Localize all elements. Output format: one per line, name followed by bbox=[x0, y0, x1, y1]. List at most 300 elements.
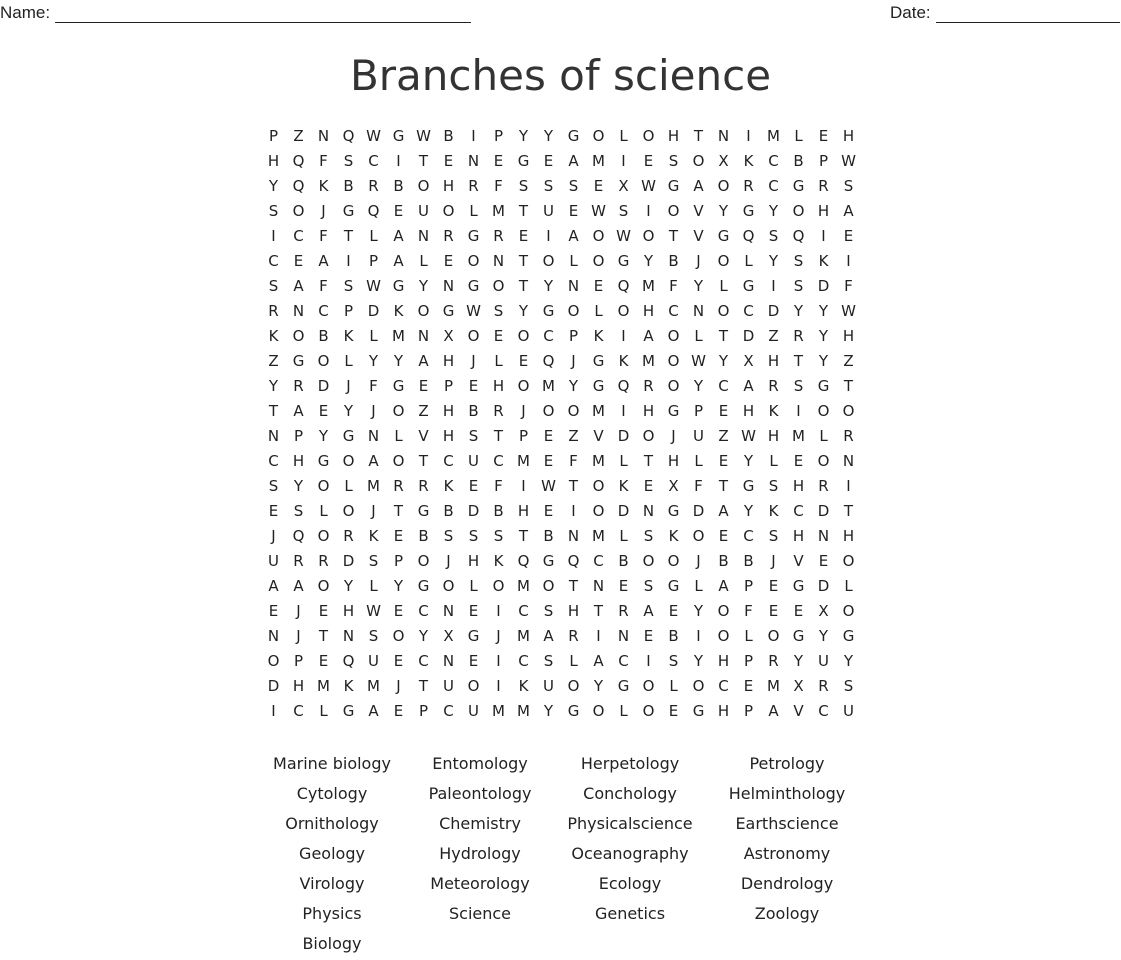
grid-cell[interactable]: Q bbox=[292, 527, 305, 545]
grid-cell[interactable]: A bbox=[568, 227, 579, 245]
grid-cell[interactable]: A bbox=[643, 602, 654, 620]
grid-cell[interactable]: K bbox=[593, 327, 604, 345]
grid-cell[interactable]: X bbox=[818, 602, 829, 620]
grid-cell[interactable]: G bbox=[342, 702, 355, 720]
grid-cell[interactable]: H bbox=[767, 427, 780, 445]
grid-cell[interactable]: R bbox=[793, 327, 804, 345]
grid-cell[interactable]: A bbox=[268, 577, 279, 595]
grid-cell[interactable]: Y bbox=[343, 402, 354, 420]
grid-cell[interactable]: G bbox=[617, 677, 630, 695]
grid-cell[interactable]: P bbox=[293, 652, 304, 670]
grid-cell[interactable]: H bbox=[442, 352, 455, 370]
grid-cell[interactable]: A bbox=[318, 252, 329, 270]
grid-cell[interactable]: L bbox=[369, 327, 378, 345]
grid-cell[interactable]: K bbox=[268, 327, 279, 345]
grid-cell[interactable]: I bbox=[646, 202, 651, 220]
grid-cell[interactable]: A bbox=[293, 577, 304, 595]
grid-cell[interactable]: H bbox=[792, 527, 805, 545]
grid-cell[interactable]: K bbox=[443, 477, 454, 495]
grid-cell[interactable]: R bbox=[368, 177, 379, 195]
grid-cell[interactable]: S bbox=[543, 652, 554, 670]
grid-cell[interactable]: A bbox=[568, 152, 579, 170]
grid-cell[interactable]: H bbox=[842, 527, 855, 545]
grid-cell[interactable]: O bbox=[642, 677, 655, 695]
grid-cell[interactable]: Y bbox=[768, 202, 779, 220]
grid-cell[interactable]: N bbox=[842, 452, 855, 470]
grid-cell[interactable]: O bbox=[342, 502, 355, 520]
grid-cell[interactable]: Y bbox=[568, 377, 579, 395]
grid-cell[interactable]: C bbox=[268, 252, 279, 270]
grid-cell[interactable]: O bbox=[567, 302, 580, 320]
grid-cell[interactable]: G bbox=[842, 627, 855, 645]
grid-cell[interactable]: E bbox=[268, 502, 279, 520]
grid-cell[interactable]: M bbox=[517, 702, 530, 720]
grid-cell[interactable]: E bbox=[418, 377, 429, 395]
grid-cell[interactable]: T bbox=[518, 202, 529, 220]
grid-cell[interactable]: S bbox=[468, 527, 479, 545]
grid-cell[interactable]: C bbox=[743, 302, 754, 320]
grid-cell[interactable]: O bbox=[617, 302, 630, 320]
grid-cell[interactable]: S bbox=[443, 527, 454, 545]
grid-cell[interactable]: N bbox=[342, 627, 355, 645]
grid-cell[interactable]: E bbox=[593, 177, 604, 195]
grid-cell[interactable]: N bbox=[292, 302, 305, 320]
grid-cell[interactable]: Q bbox=[517, 552, 530, 570]
grid-cell[interactable]: J bbox=[371, 402, 376, 420]
grid-cell[interactable]: N bbox=[817, 527, 830, 545]
grid-cell[interactable]: O bbox=[392, 402, 405, 420]
grid-cell[interactable]: U bbox=[543, 202, 554, 220]
grid-cell[interactable]: O bbox=[442, 577, 455, 595]
grid-cell[interactable]: R bbox=[268, 302, 279, 320]
grid-cell[interactable]: C bbox=[818, 702, 829, 720]
grid-cell[interactable]: Y bbox=[818, 352, 829, 370]
grid-cell[interactable]: L bbox=[344, 352, 353, 370]
grid-cell[interactable]: V bbox=[793, 702, 804, 720]
grid-cell[interactable]: C bbox=[618, 652, 629, 670]
grid-cell[interactable]: U bbox=[693, 427, 704, 445]
grid-cell[interactable]: E bbox=[468, 652, 479, 670]
grid-cell[interactable]: O bbox=[667, 352, 680, 370]
grid-cell[interactable]: K bbox=[318, 177, 329, 195]
grid-cell[interactable]: B bbox=[418, 527, 429, 545]
grid-cell[interactable]: S bbox=[843, 677, 854, 695]
grid-cell[interactable]: Q bbox=[567, 552, 580, 570]
grid-cell[interactable]: G bbox=[467, 227, 480, 245]
grid-cell[interactable]: S bbox=[268, 277, 279, 295]
grid-cell[interactable]: C bbox=[443, 452, 454, 470]
grid-cell[interactable]: J bbox=[396, 677, 401, 695]
grid-cell[interactable]: F bbox=[369, 377, 378, 395]
grid-cell[interactable]: O bbox=[317, 352, 330, 370]
grid-cell[interactable]: E bbox=[793, 602, 804, 620]
grid-cell[interactable]: Q bbox=[792, 227, 805, 245]
grid-cell[interactable]: E bbox=[568, 202, 579, 220]
grid-cell[interactable]: S bbox=[643, 577, 654, 595]
grid-cell[interactable]: G bbox=[717, 227, 730, 245]
grid-cell[interactable]: Y bbox=[518, 302, 529, 320]
grid-cell[interactable]: A bbox=[843, 202, 854, 220]
grid-cell[interactable]: G bbox=[417, 577, 430, 595]
grid-cell[interactable]: R bbox=[818, 677, 829, 695]
grid-cell[interactable]: A bbox=[743, 377, 754, 395]
grid-cell[interactable]: L bbox=[844, 577, 853, 595]
grid-cell[interactable]: S bbox=[793, 252, 804, 270]
grid-cell[interactable]: E bbox=[468, 477, 479, 495]
grid-cell[interactable]: H bbox=[667, 452, 680, 470]
grid-cell[interactable]: G bbox=[792, 627, 805, 645]
grid-cell[interactable]: U bbox=[468, 702, 479, 720]
grid-cell[interactable]: O bbox=[417, 552, 430, 570]
grid-cell[interactable]: F bbox=[744, 602, 753, 620]
grid-cell[interactable]: H bbox=[642, 302, 655, 320]
grid-cell[interactable]: Y bbox=[268, 177, 279, 195]
grid-cell[interactable]: R bbox=[643, 377, 654, 395]
grid-cell[interactable]: Z bbox=[718, 427, 729, 445]
grid-cell[interactable]: N bbox=[442, 277, 455, 295]
grid-cell[interactable]: R bbox=[843, 427, 854, 445]
grid-cell[interactable]: W bbox=[541, 477, 556, 495]
grid-cell[interactable]: L bbox=[594, 302, 603, 320]
grid-cell[interactable]: R bbox=[443, 227, 454, 245]
grid-cell[interactable]: E bbox=[668, 602, 679, 620]
grid-cell[interactable]: O bbox=[392, 452, 405, 470]
grid-cell[interactable]: L bbox=[744, 252, 753, 270]
grid-cell[interactable]: G bbox=[342, 202, 355, 220]
grid-cell[interactable]: N bbox=[417, 327, 430, 345]
grid-cell[interactable]: N bbox=[692, 302, 705, 320]
grid-cell[interactable]: Y bbox=[593, 677, 604, 695]
grid-cell[interactable]: S bbox=[268, 477, 279, 495]
grid-cell[interactable]: O bbox=[792, 202, 805, 220]
grid-cell[interactable]: O bbox=[717, 177, 730, 195]
grid-cell[interactable]: S bbox=[368, 627, 379, 645]
grid-cell[interactable]: Y bbox=[718, 352, 729, 370]
grid-cell[interactable]: T bbox=[718, 477, 729, 495]
grid-cell[interactable]: U bbox=[368, 652, 379, 670]
grid-cell[interactable]: W bbox=[691, 352, 706, 370]
grid-cell[interactable]: Y bbox=[293, 477, 304, 495]
grid-cell[interactable]: M bbox=[792, 427, 805, 445]
grid-cell[interactable]: L bbox=[669, 677, 678, 695]
grid-cell[interactable]: E bbox=[743, 677, 754, 695]
grid-cell[interactable]: G bbox=[317, 452, 330, 470]
grid-cell[interactable]: C bbox=[793, 502, 804, 520]
grid-cell[interactable]: W bbox=[366, 602, 381, 620]
grid-cell[interactable]: E bbox=[468, 377, 479, 395]
grid-cell[interactable]: T bbox=[793, 352, 804, 370]
grid-cell[interactable]: L bbox=[694, 327, 703, 345]
grid-cell[interactable]: W bbox=[641, 177, 656, 195]
grid-cell[interactable]: A bbox=[368, 702, 379, 720]
grid-cell[interactable]: S bbox=[468, 427, 479, 445]
grid-cell[interactable]: H bbox=[742, 402, 755, 420]
grid-cell[interactable]: O bbox=[592, 127, 605, 145]
grid-cell[interactable]: J bbox=[271, 527, 276, 545]
grid-cell[interactable]: O bbox=[317, 477, 330, 495]
grid-cell[interactable]: Z bbox=[768, 327, 779, 345]
grid-cell[interactable]: F bbox=[319, 227, 328, 245]
grid-cell[interactable]: E bbox=[843, 227, 854, 245]
grid-cell[interactable]: N bbox=[417, 227, 430, 245]
grid-cell[interactable]: K bbox=[768, 402, 779, 420]
grid-cell[interactable]: M bbox=[492, 702, 505, 720]
grid-cell[interactable]: U bbox=[468, 452, 479, 470]
grid-cell[interactable]: O bbox=[817, 402, 830, 420]
grid-cell[interactable]: S bbox=[793, 377, 804, 395]
grid-cell[interactable]: T bbox=[518, 252, 529, 270]
grid-cell[interactable]: L bbox=[419, 252, 428, 270]
grid-cell[interactable]: T bbox=[593, 602, 604, 620]
grid-cell[interactable]: R bbox=[568, 627, 579, 645]
grid-cell[interactable]: M bbox=[592, 452, 605, 470]
grid-cell[interactable]: S bbox=[618, 202, 629, 220]
grid-cell[interactable]: V bbox=[418, 427, 429, 445]
grid-cell[interactable]: O bbox=[492, 277, 505, 295]
grid-cell[interactable]: L bbox=[369, 577, 378, 595]
grid-cell[interactable]: F bbox=[494, 177, 503, 195]
grid-cell[interactable]: G bbox=[542, 302, 555, 320]
grid-cell[interactable]: Q bbox=[542, 352, 555, 370]
grid-cell[interactable]: M bbox=[592, 402, 605, 420]
grid-cell[interactable]: T bbox=[643, 452, 654, 470]
grid-cell[interactable]: O bbox=[817, 452, 830, 470]
grid-cell[interactable]: V bbox=[593, 427, 604, 445]
grid-cell[interactable]: D bbox=[467, 502, 480, 520]
grid-cell[interactable]: C bbox=[493, 452, 504, 470]
grid-cell[interactable]: L bbox=[619, 127, 628, 145]
grid-cell[interactable]: Y bbox=[743, 502, 754, 520]
grid-cell[interactable]: O bbox=[542, 577, 555, 595]
grid-cell[interactable]: H bbox=[767, 352, 780, 370]
grid-cell[interactable]: L bbox=[794, 127, 803, 145]
grid-cell[interactable]: P bbox=[693, 402, 704, 420]
grid-cell[interactable]: E bbox=[493, 152, 504, 170]
grid-cell[interactable]: O bbox=[542, 252, 555, 270]
grid-cell[interactable]: B bbox=[493, 502, 504, 520]
grid-cell[interactable]: L bbox=[394, 427, 403, 445]
grid-cell[interactable]: T bbox=[393, 502, 404, 520]
grid-cell[interactable]: R bbox=[393, 477, 404, 495]
grid-cell[interactable]: M bbox=[367, 477, 380, 495]
grid-cell[interactable]: B bbox=[443, 127, 454, 145]
grid-cell[interactable]: G bbox=[742, 202, 755, 220]
grid-cell[interactable]: L bbox=[744, 627, 753, 645]
grid-cell[interactable]: L bbox=[719, 277, 728, 295]
grid-cell[interactable]: O bbox=[467, 677, 480, 695]
grid-cell[interactable]: R bbox=[818, 177, 829, 195]
grid-cell[interactable]: O bbox=[767, 627, 780, 645]
grid-cell[interactable]: M bbox=[517, 577, 530, 595]
grid-cell[interactable]: P bbox=[743, 702, 754, 720]
grid-cell[interactable]: X bbox=[443, 627, 454, 645]
grid-cell[interactable]: O bbox=[717, 627, 730, 645]
grid-cell[interactable]: O bbox=[417, 302, 430, 320]
grid-cell[interactable]: L bbox=[569, 252, 578, 270]
grid-cell[interactable]: M bbox=[517, 452, 530, 470]
grid-cell[interactable]: E bbox=[518, 352, 529, 370]
grid-cell[interactable]: B bbox=[668, 252, 679, 270]
grid-cell[interactable]: O bbox=[642, 427, 655, 445]
grid-cell[interactable]: I bbox=[346, 252, 351, 270]
grid-cell[interactable]: P bbox=[343, 302, 354, 320]
grid-cell[interactable]: N bbox=[592, 577, 605, 595]
grid-cell[interactable]: W bbox=[841, 152, 856, 170]
grid-cell[interactable]: P bbox=[818, 152, 829, 170]
grid-cell[interactable]: L bbox=[469, 577, 478, 595]
grid-cell[interactable]: F bbox=[494, 477, 503, 495]
grid-cell[interactable]: L bbox=[694, 577, 703, 595]
grid-cell[interactable]: O bbox=[842, 602, 855, 620]
grid-cell[interactable]: E bbox=[268, 602, 279, 620]
grid-cell[interactable]: Q bbox=[342, 127, 355, 145]
grid-cell[interactable]: N bbox=[642, 502, 655, 520]
grid-cell[interactable]: G bbox=[567, 127, 580, 145]
grid-cell[interactable]: W bbox=[466, 302, 481, 320]
grid-cell[interactable]: M bbox=[642, 352, 655, 370]
grid-cell[interactable]: J bbox=[296, 627, 301, 645]
grid-cell[interactable]: M bbox=[367, 677, 380, 695]
grid-cell[interactable]: T bbox=[418, 677, 429, 695]
grid-cell[interactable]: G bbox=[742, 277, 755, 295]
grid-cell[interactable]: P bbox=[268, 127, 279, 145]
grid-cell[interactable]: E bbox=[768, 577, 779, 595]
grid-cell[interactable]: B bbox=[618, 552, 629, 570]
grid-cell[interactable]: E bbox=[718, 402, 729, 420]
grid-cell[interactable]: T bbox=[718, 327, 729, 345]
grid-cell[interactable]: M bbox=[592, 527, 605, 545]
grid-cell[interactable]: O bbox=[517, 377, 530, 395]
grid-cell[interactable]: A bbox=[368, 452, 379, 470]
grid-cell[interactable]: E bbox=[518, 227, 529, 245]
grid-cell[interactable]: Z bbox=[268, 352, 279, 370]
grid-cell[interactable]: J bbox=[371, 502, 376, 520]
grid-cell[interactable]: D bbox=[367, 302, 380, 320]
grid-cell[interactable]: I bbox=[846, 252, 851, 270]
grid-cell[interactable]: V bbox=[793, 552, 804, 570]
grid-cell[interactable]: Y bbox=[418, 277, 429, 295]
grid-cell[interactable]: S bbox=[543, 177, 554, 195]
grid-cell[interactable]: I bbox=[596, 627, 601, 645]
grid-cell[interactable]: I bbox=[471, 127, 476, 145]
grid-cell[interactable]: U bbox=[543, 677, 554, 695]
grid-cell[interactable]: R bbox=[768, 377, 779, 395]
grid-cell[interactable]: O bbox=[467, 327, 480, 345]
grid-cell[interactable]: A bbox=[293, 402, 304, 420]
grid-cell[interactable]: D bbox=[767, 302, 780, 320]
grid-cell[interactable]: E bbox=[618, 577, 629, 595]
grid-cell[interactable]: G bbox=[742, 477, 755, 495]
grid-cell[interactable]: J bbox=[296, 602, 301, 620]
grid-cell[interactable]: T bbox=[418, 452, 429, 470]
grid-cell[interactable]: G bbox=[292, 352, 305, 370]
grid-cell[interactable]: O bbox=[592, 252, 605, 270]
grid-cell[interactable]: P bbox=[743, 652, 754, 670]
grid-cell[interactable]: A bbox=[418, 352, 429, 370]
grid-cell[interactable]: K bbox=[343, 677, 354, 695]
grid-cell[interactable]: O bbox=[592, 702, 605, 720]
grid-cell[interactable]: D bbox=[817, 577, 830, 595]
grid-cell[interactable]: D bbox=[317, 377, 330, 395]
grid-cell[interactable]: O bbox=[542, 402, 555, 420]
grid-cell[interactable]: T bbox=[693, 127, 704, 145]
grid-cell[interactable]: O bbox=[717, 602, 730, 620]
grid-cell[interactable]: K bbox=[393, 302, 404, 320]
grid-cell[interactable]: Q bbox=[367, 202, 380, 220]
grid-cell[interactable]: X bbox=[443, 327, 454, 345]
grid-cell[interactable]: P bbox=[418, 702, 429, 720]
grid-cell[interactable]: F bbox=[319, 277, 328, 295]
grid-cell[interactable]: R bbox=[743, 177, 754, 195]
grid-cell[interactable]: G bbox=[342, 427, 355, 445]
grid-cell[interactable]: T bbox=[843, 377, 854, 395]
grid-cell[interactable]: G bbox=[592, 352, 605, 370]
grid-cell[interactable]: N bbox=[267, 627, 280, 645]
grid-cell[interactable]: B bbox=[793, 152, 804, 170]
grid-cell[interactable]: P bbox=[293, 427, 304, 445]
grid-cell[interactable]: O bbox=[667, 327, 680, 345]
grid-cell[interactable]: N bbox=[317, 127, 330, 145]
grid-cell[interactable]: B bbox=[743, 552, 754, 570]
grid-cell[interactable]: N bbox=[567, 277, 580, 295]
grid-cell[interactable]: G bbox=[567, 702, 580, 720]
grid-cell[interactable]: D bbox=[817, 277, 830, 295]
grid-cell[interactable]: K bbox=[618, 352, 629, 370]
grid-cell[interactable]: T bbox=[493, 427, 504, 445]
grid-cell[interactable]: H bbox=[667, 127, 680, 145]
grid-cell[interactable]: N bbox=[717, 127, 730, 145]
grid-cell[interactable]: G bbox=[392, 127, 405, 145]
grid-cell[interactable]: H bbox=[342, 602, 355, 620]
grid-cell[interactable]: R bbox=[293, 377, 304, 395]
grid-cell[interactable]: G bbox=[542, 552, 555, 570]
grid-cell[interactable]: D bbox=[617, 427, 630, 445]
grid-cell[interactable]: O bbox=[692, 677, 705, 695]
grid-cell[interactable]: L bbox=[619, 452, 628, 470]
grid-cell[interactable]: O bbox=[342, 452, 355, 470]
grid-cell[interactable]: O bbox=[417, 177, 430, 195]
grid-cell[interactable]: C bbox=[318, 302, 329, 320]
grid-cell[interactable]: O bbox=[442, 202, 455, 220]
grid-cell[interactable]: S bbox=[568, 177, 579, 195]
grid-cell[interactable]: M bbox=[492, 202, 505, 220]
grid-cell[interactable]: E bbox=[793, 452, 804, 470]
grid-cell[interactable]: O bbox=[842, 552, 855, 570]
grid-cell[interactable]: H bbox=[267, 152, 280, 170]
grid-cell[interactable]: B bbox=[318, 327, 329, 345]
grid-cell[interactable]: E bbox=[318, 652, 329, 670]
grid-cell[interactable]: I bbox=[696, 627, 701, 645]
grid-cell[interactable]: Y bbox=[693, 377, 704, 395]
grid-cell[interactable]: X bbox=[668, 477, 679, 495]
grid-cell[interactable]: K bbox=[343, 327, 354, 345]
grid-cell[interactable]: J bbox=[471, 352, 476, 370]
name-line[interactable] bbox=[55, 5, 471, 23]
grid-cell[interactable]: Y bbox=[543, 127, 554, 145]
grid-cell[interactable]: O bbox=[592, 227, 605, 245]
grid-cell[interactable]: B bbox=[443, 502, 454, 520]
grid-cell[interactable]: H bbox=[292, 677, 305, 695]
grid-cell[interactable]: E bbox=[393, 527, 404, 545]
grid-cell[interactable]: O bbox=[642, 702, 655, 720]
grid-cell[interactable]: J bbox=[521, 402, 526, 420]
grid-cell[interactable]: U bbox=[818, 652, 829, 670]
grid-cell[interactable]: G bbox=[667, 177, 680, 195]
grid-cell[interactable]: Y bbox=[368, 352, 379, 370]
grid-cell[interactable]: H bbox=[842, 127, 855, 145]
grid-cell[interactable]: Q bbox=[292, 177, 305, 195]
grid-cell[interactable]: E bbox=[643, 152, 654, 170]
